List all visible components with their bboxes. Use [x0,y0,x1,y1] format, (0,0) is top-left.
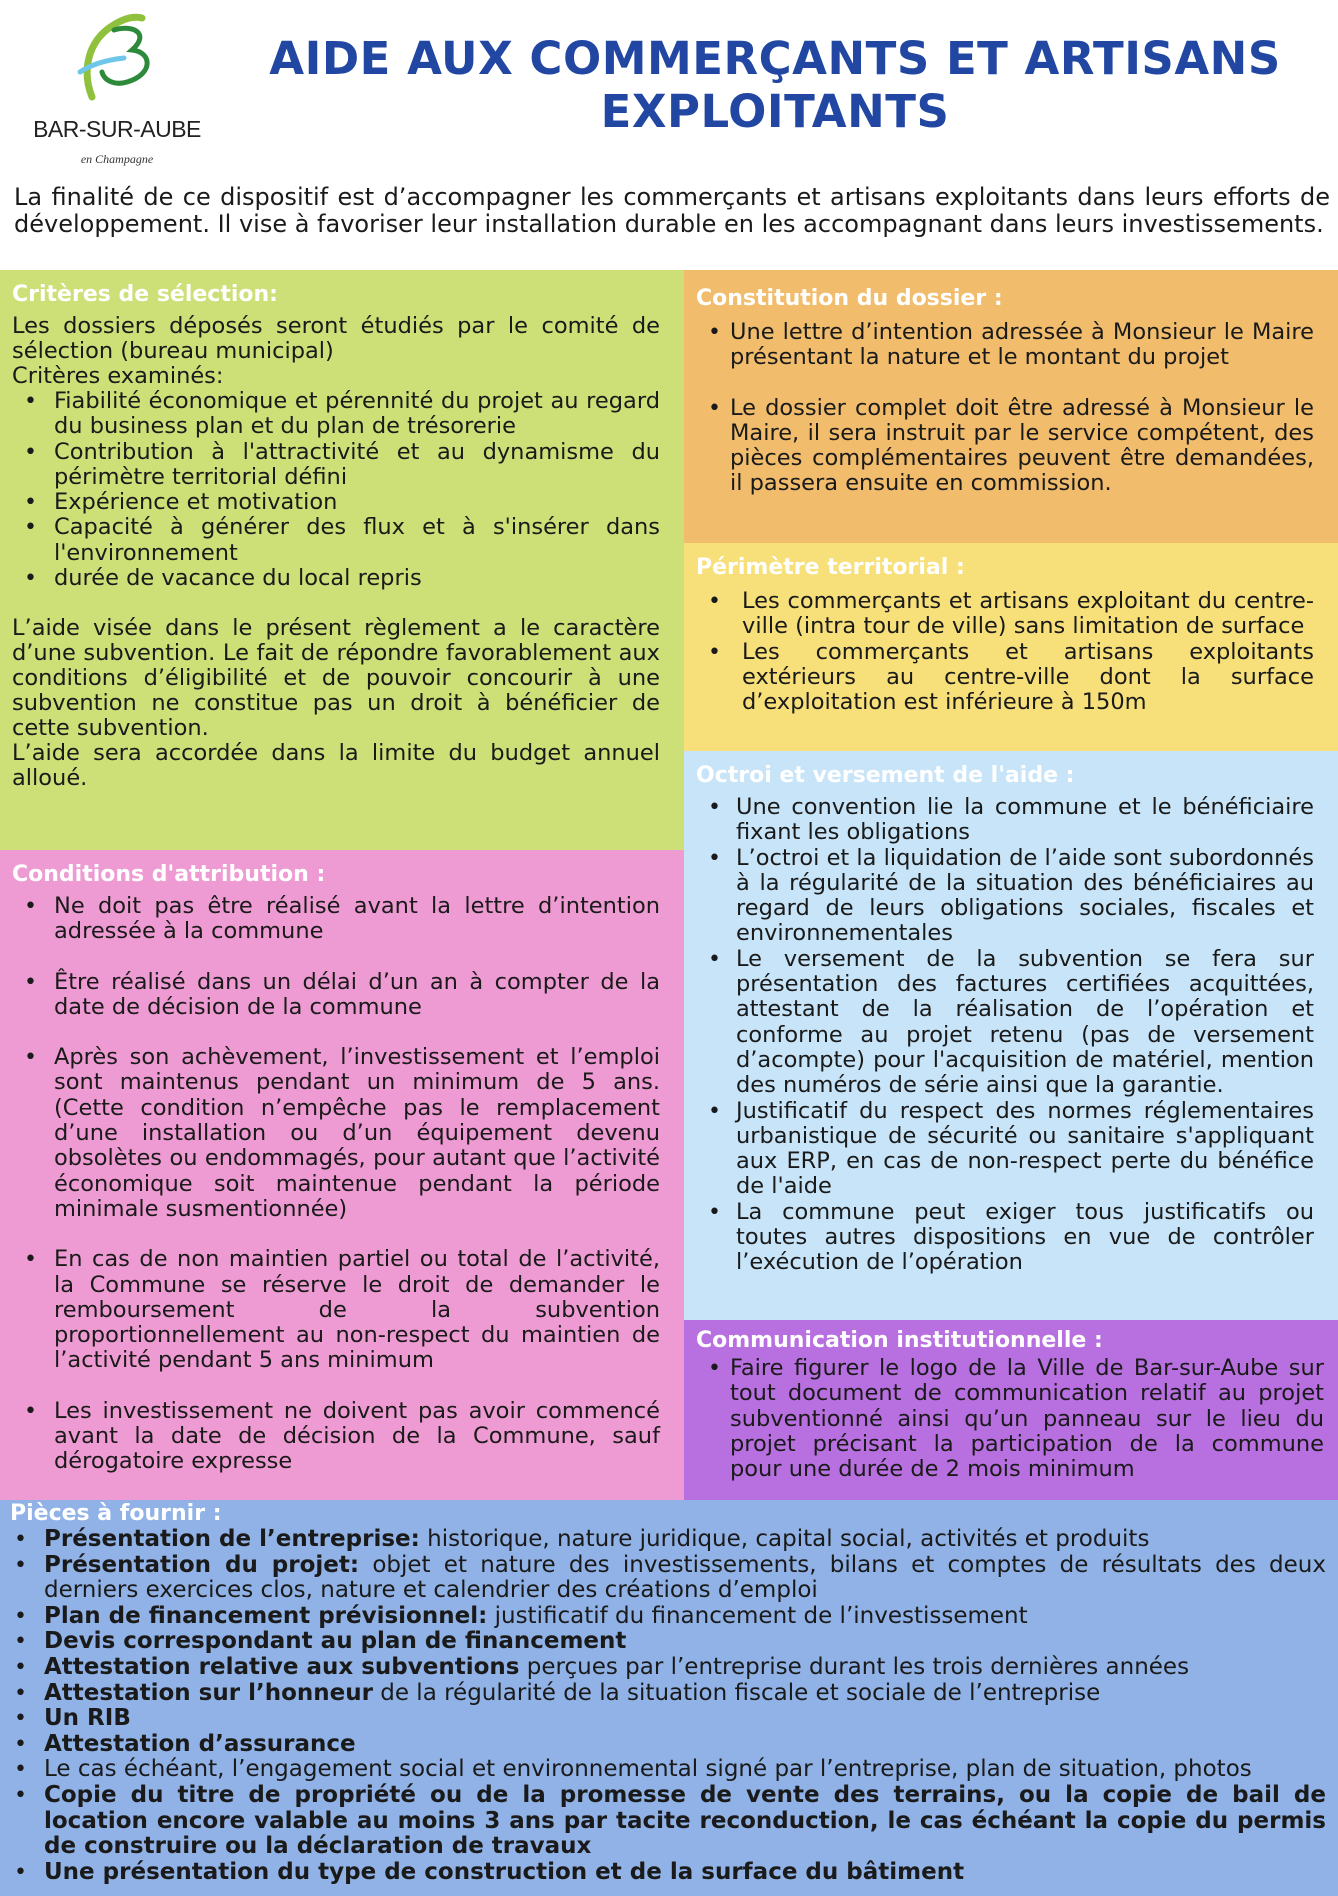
item-bold: Attestation d’assurance [44,1730,356,1757]
list-item [10,1655,1326,1681]
perimetre-list [696,589,1314,715]
page-title [250,32,1300,138]
criteres-text-1: Les dossiers déposés seront étudiés par le comité de sélection (bureau municipal) [12,313,660,364]
list-item [10,1706,1326,1732]
item-bold: Présentation du projet: [44,1551,360,1578]
conditions-list [12,894,660,1475]
item-text: perçues par l’entreprise durant les trois dernières années [519,1653,1190,1680]
criteres-text-3: L’aide visée dans le présent règlement a le caractère d’une subvention. Le fait de répondre favorablement aux conditions d’éligibilité et de pouvoir concourir à une subvention ne constitue pas un droit à bénéficier de cette subvention. [12,615,660,742]
list-item [10,1783,1326,1860]
list-item: • Les investissement ne doivent pas avoir commencé avant la date de décision de la Commune, sauf dérogatoire expresse [12,1399,660,1475]
list-item: • La commune peut exiger tous justificatifs ou toutes autres dispositions en vue de contrôler l’exécution de l’opération [696,1200,1314,1276]
constitution-title: Constitution du dossier : [696,286,1003,311]
octroi-list [696,795,1314,1276]
list-item [10,1527,1326,1553]
criteres-text-4: L’aide sera accordée dans la limite du budget annuel alloué. [12,740,660,792]
list-item: • Ne doit pas être réalisé avant la lettre d’intention adressée à la commune [12,894,660,945]
item-bold: Attestation relative aux subventions [44,1653,520,1680]
list-item: • Les commerçants et artisans exploitant du centre-ville (intra tour de ville) sans limitation de surface [696,589,1314,640]
item-bold: Un RIB [44,1705,131,1732]
list-item: • Justificatif du respect des normes réglementaires urbanistique de sécurité ou sanitaire s'appliquant aux ERP, en cas de non-respect perte du bénéfice de l'aide [696,1099,1314,1200]
title-line-2: EXPLOITANTS [600,85,950,138]
header [0,0,1338,178]
list-item: • Le dossier complet doit être adressé à Monsieur le Maire, il sera instruit par le service compétent, des pièces complémentaires peuvent être demandées, il passera ensuite en commission. [696,396,1314,497]
list-item: • Faire figurer le logo de la Ville de Bar-sur-Aube sur tout document de communication relatif au projet subventionné ainsi qu’un panneau sur le lieu du projet précisant la participation de la commune pour une durée de 2 mois minimum [696,1356,1324,1482]
list-item: • Expérience et motivation [12,490,660,515]
perimetre-section [684,543,1338,751]
item-text: historique, nature juridique, capital social, activités et produits [419,1526,1150,1552]
list-item [10,1681,1326,1707]
communication-list [696,1356,1324,1482]
item-bold: Attestation sur l’honneur [44,1679,373,1706]
perimetre-title: Périmètre territorial : [696,555,965,580]
conditions-title: Conditions d'attribution : [12,862,326,887]
list-item: • Après son achèvement, l’investissement et l’emploi sont maintenus pendant un minimum de 5 ans. (Cette condition n’empêche pas le remplacement d’une installation ou d’un équipement devenu obsolètes ou endommagés, pour autant que l’activité économique soit maintenue pendant la période minimale susmentionnée) [12,1045,660,1222]
list-item: • Une convention lie la commune et le bénéficiaire fixant les obligations [696,795,1314,846]
list-item: • Être réalisé dans un délai d’un an à compter de la date de décision de la commune [12,970,660,1021]
list-item [10,1553,1326,1604]
item-text: objet et nature des investissements, bilans et comptes de résultats des deux derniers exercices clos, nature et calendrier des créations d’emploi [44,1551,1326,1604]
constitution-section [684,270,1338,543]
list-item [10,1757,1326,1783]
list-item: • L’octroi et la liquidation de l’aide sont subordonnés à la régularité de la situation des bénéficiaires au regard de leurs obligations sociales, fiscales et environnementales [696,846,1314,947]
octroi-title: Octroi et versement de l'aide : [696,763,1075,788]
item-bold: Plan de financement prévisionnel: [44,1602,488,1629]
conditions-section [0,850,684,1500]
logo-name: BAR-SUR-AUBE [33,116,201,142]
criteres-text-2: Critères examinés: [12,363,224,389]
item-bold: Présentation de l’entreprise: [44,1526,420,1552]
pieces-title: Pièces à fournir : [10,1501,222,1526]
intro-paragraph: La finalité de ce dispositif est d’accompagner les commerçants et artisans exploitants dans leurs efforts de développement. Il vise à favoriser leur installation durable en les accompagnant dans leurs investissements. [14,183,1330,238]
list-item [10,1629,1326,1655]
title-line-1: AIDE AUX COMMERÇANTS ET ARTISANS [269,32,1281,85]
city-logo [22,12,212,172]
list-item: • Contribution à l'attractivité et au dynamisme du périmètre territorial défini [12,440,660,491]
item-text: Le cas échéant, l’engagement social et environnemental signé par l’entreprise, plan de situation, photos [44,1756,1252,1783]
communication-section [684,1320,1338,1500]
item-bold: Devis correspondant au plan de financement [44,1628,627,1655]
list-item: • Le versement de la subvention se fera sur présentation des factures certifiées acquittées, attestant de la réalisation de l’opération et conforme au projet retenu (pas de versement d’acompte) pour l'acquisition de matériel, mention des numéros de série ainsi que la garantie. [696,947,1314,1099]
list-item [10,1860,1326,1886]
item-text: justificatif du financement de l’investissement [487,1602,1028,1629]
list-item: • En cas de non maintien partiel ou total de l’activité, la Commune se réserve le droit de demander le remboursement de la subvention proportionnellement au non-respect du maintien de l’activité pendant 5 ans minimum [12,1247,660,1373]
item-bold: Copie du titre de propriété ou de la promesse de vente des terrains, ou la copie de bail de location encore valable au moins 3 ans par tacite reconduction, le cas échéant la copie du permis de construire ou la déclaration de travaux [44,1781,1326,1860]
list-item [10,1732,1326,1758]
octroi-section [684,751,1338,1320]
pieces-list [10,1527,1326,1885]
list-item: • durée de vacance du local repris [12,566,660,591]
item-bold: Une présentation du type de construction et de la surface du bâtiment [44,1858,965,1885]
pieces-section [0,1500,1338,1896]
criteres-list [12,389,660,591]
communication-title: Communication institutionnelle : [696,1328,1103,1353]
logo-subtitle: en Champagne [80,152,154,166]
item-text: de la régularité de la situation fiscale et sociale de l’entreprise [372,1679,1101,1706]
constitution-list [696,320,1314,497]
criteres-title: Critères de sélection: [12,282,278,307]
list-item: • Les commerçants et artisans exploitants extérieurs au centre-ville dont la surface d’exploitation est inférieure à 150m [696,640,1314,716]
list-item [10,1604,1326,1630]
list-item: • Une lettre d’intention adressée à Monsieur le Maire présentant la nature et le montant du projet [696,320,1314,371]
criteres-section [0,270,684,850]
list-item: • Fiabilité économique et pérennité du projet au regard du business plan et du plan de trésorerie [12,389,660,440]
list-item: • Capacité à générer des flux et à s'insérer dans l'environnement [12,515,660,566]
bar-sur-aube-emblem-icon [72,12,162,112]
